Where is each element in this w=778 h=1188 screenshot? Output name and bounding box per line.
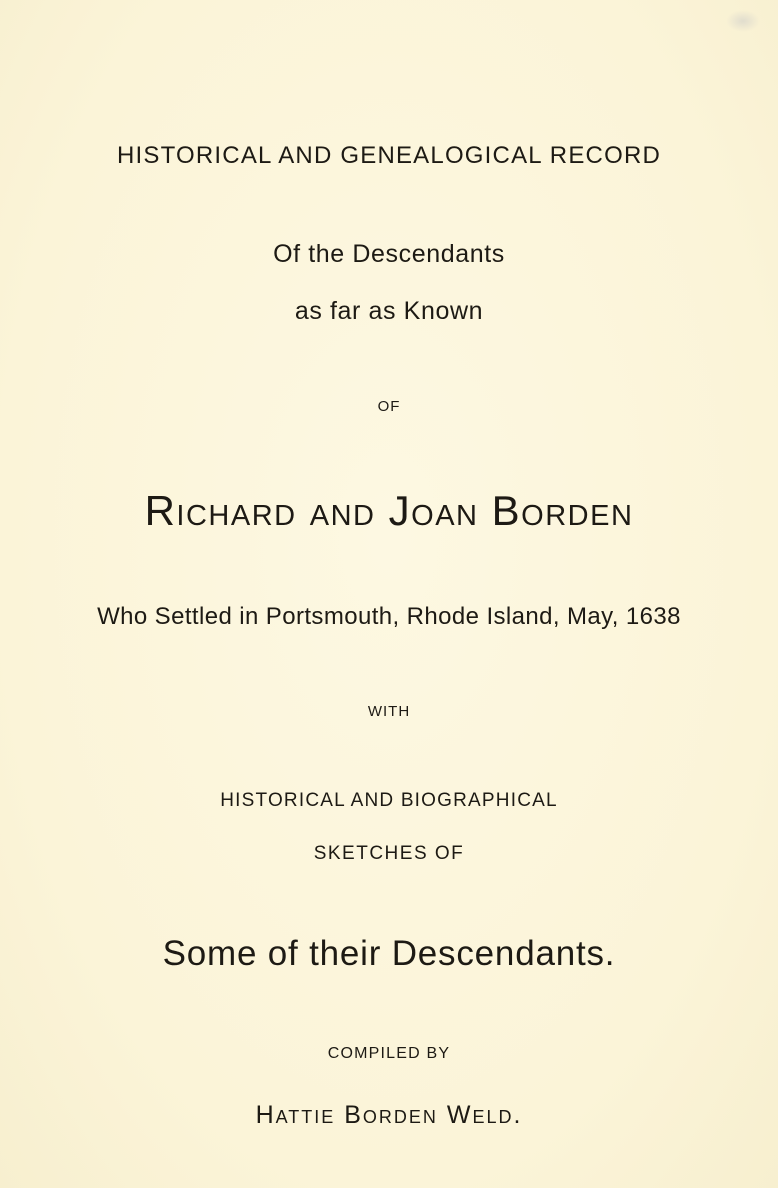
book-title: HISTORICAL AND GENEALOGICAL RECORD: [116, 142, 662, 169]
subtitle-line-1: Of the Descendants: [273, 240, 505, 268]
settlement-line: Who Settled in Portsmouth, Rhode Island, May, 1638: [97, 603, 681, 630]
page-smudge: [726, 10, 760, 32]
subtitle-line-2: as far as Known: [294, 297, 484, 325]
with-label: WITH: [367, 703, 411, 720]
compiled-by-label: COMPILED BY: [327, 1045, 451, 1062]
sketches-of-line: SKETCHES OF: [313, 843, 465, 864]
historical-biographical-line: HISTORICAL AND BIOGRAPHICAL: [220, 790, 558, 811]
family-names: Richard and Joan Borden: [144, 487, 634, 534]
of-label: OF: [377, 398, 401, 415]
author-name: Hattie Borden Weld.: [255, 1101, 523, 1129]
descendants-line: Some of their Descendants.: [162, 934, 616, 973]
